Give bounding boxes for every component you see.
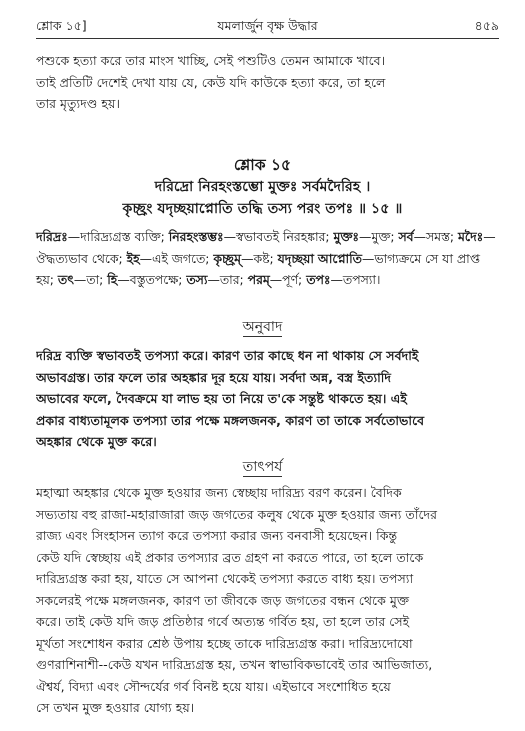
purport-heading bbox=[0, 457, 525, 477]
synonym-meaning: —পূর্ণ; bbox=[269, 272, 307, 287]
synonym-term: আপ্নোতি bbox=[317, 250, 362, 266]
page-header bbox=[36, 16, 499, 36]
synonym-term: তস্য bbox=[186, 272, 208, 287]
synonym-term: তৎ bbox=[57, 272, 74, 287]
synonym-term: ইহ bbox=[126, 250, 140, 266]
synonym-term: হি bbox=[107, 272, 118, 287]
translation-line: দরিদ্র ব্যক্তি স্বভাবতই তপস্যা করে। কারণ তার কাছে ধন না থাকায় সে সর্বদাই bbox=[36, 348, 419, 363]
purport-line: সভ্যতায় বহু রাজা-মহারাজারা জড় জগতের কলুষ থেকে মুক্ত হওয়ার জন্য তাঁদের bbox=[36, 506, 438, 522]
synonym-meaning: —স্বভাবতই নিরহঙ্কার; bbox=[223, 229, 334, 244]
synonym-term: তপঃ bbox=[306, 272, 331, 287]
header-rule bbox=[36, 38, 499, 39]
verse-block bbox=[0, 154, 525, 220]
continuation-paragraph bbox=[36, 50, 499, 115]
purport-line: মূর্খতা সংশোধন করার শ্রেষ্ঠ উপায় হচ্ছে তাকে দারিদ্র্যগ্রস্ত করা। দারিদ্র্যদোষো bbox=[36, 635, 413, 651]
synonym-term: মুক্তঃ bbox=[333, 229, 360, 244]
purport-line: কেউ যদি স্বেচ্ছায় এই প্রকার তপস্যার ব্রত গ্রহণ না করতে পারে, তা হলে তাকে bbox=[36, 549, 424, 565]
translation-line: অভাবের ফলে, দৈবক্রমে যা লাভ হয় তা নিয়ে ত'কে সন্তুষ্ট থাকতে হয়। এই bbox=[36, 391, 407, 406]
purport-line: সে তখন মুক্ত হওয়ার যোগ্য হয়। bbox=[36, 700, 195, 715]
translation-heading bbox=[0, 317, 525, 337]
synonym-term: নিরহংস্তম্ভঃ bbox=[168, 229, 224, 244]
synonym-meaning: —তার; bbox=[207, 272, 248, 287]
synonym-meaning: —এই জগতে; bbox=[139, 250, 214, 266]
synonym-meaning: —তা; bbox=[73, 272, 108, 287]
translation-heading-text: অনুবাদ bbox=[242, 319, 283, 335]
synonym-meaning: —ঔদ্ধত্যভাব থেকে; bbox=[36, 229, 496, 266]
synonym-term: কৃচ্ছ্রম্ bbox=[213, 250, 242, 266]
verse-title: শ্লোক ১৫ bbox=[233, 156, 292, 174]
synonym-meaning: —দারিদ্র্যগ্রস্ত ব্যক্তি; bbox=[67, 229, 169, 244]
verse-reference: শ্লোক ১৫] bbox=[36, 18, 87, 33]
word-meanings bbox=[36, 226, 499, 291]
paragraph-line: তাই প্রতিটি দেশেই দেখা যায় যে, কেউ যদি কাউকে হত্যা করে, তা হলে bbox=[36, 74, 386, 90]
verse-line-1: দরিদ্রো নিরহংস্তম্ভো মুক্তঃ সর্বমদৈরিহ । bbox=[154, 179, 371, 195]
purport-line: সকলেরই পক্ষে মঙ্গলজনক, কারণ তা জীবকে জড় জগতের বন্ধন থেকে মুক্ত bbox=[36, 592, 410, 608]
chapter-title: যমলার্জুন বৃক্ষ উদ্ধার bbox=[217, 18, 318, 33]
synonym-meaning: —মুক্ত; bbox=[359, 229, 399, 244]
paragraph-line: পশুকে হত্যা করে তার মাংস খাচ্ছি, সেই পশুটিও তেমন আমাকে খাবে। bbox=[36, 53, 386, 68]
synonym-term: সর্ব bbox=[398, 229, 414, 244]
purport-line: দারিদ্র্যগ্রস্ত করা হয়, যাতে সে আপনা থেকেই তপস্যা করতে বাধ্য হয়। তপস্যা bbox=[36, 571, 414, 586]
purport-text bbox=[36, 482, 499, 719]
translation-line: অহঙ্কার থেকে মুক্ত করে। bbox=[36, 434, 157, 449]
purport-heading-text: তাৎপর্য bbox=[242, 459, 283, 475]
synonym-term: মদৈঃ bbox=[458, 229, 484, 244]
synonym-term: দরিদ্রঃ bbox=[36, 229, 68, 244]
synonym-meaning: —কষ্ট; bbox=[241, 250, 278, 266]
verse-line-2: কৃচ্ছ্রং যদৃচ্ছয়াপ্নোতি তদ্ধি তস্য পরং তপঃ ॥ ১৫ ॥ bbox=[122, 201, 403, 217]
purport-line: রাজ্য এবং সিংহাসন ত্যাগ করে তপস্যা করার জন্য বনবাসী হয়েছেন। কিন্তু bbox=[36, 528, 398, 543]
purport-line: গুণরাশিনাশী--কেউ যখন দারিদ্র্যগ্রস্ত হয়, তখন স্বাভাবিকভাবেই তার আভিজাত্য, bbox=[36, 657, 433, 672]
synonym-meaning: —বস্তুতপক্ষে; bbox=[117, 272, 187, 287]
synonym-term: পরম্ bbox=[247, 272, 270, 287]
translation-text bbox=[36, 345, 499, 453]
purport-line: ঐশ্বর্য, বিদ্যা এবং সৌন্দর্যের গর্ব বিনষ্ট হয়ে যায়। এইভাবে সংশোধিত হয়ে bbox=[36, 678, 391, 694]
synonym-meaning: —তপস্যা। bbox=[330, 272, 381, 287]
purport-line: মহাত্মা অহঙ্কার থেকে মুক্ত হওয়ার জন্য স্বেচ্ছায় দারিদ্র্য বরণ করেন। বৈদিক bbox=[36, 485, 402, 500]
translation-line: প্রকার বাধ্যতামূলক তপস্যা তার পক্ষে মঙ্গলজনক, কারণ তা তাকে সর্বতোভাবে bbox=[36, 412, 425, 428]
page-number: ৪৫৯ bbox=[474, 18, 499, 33]
synonym-meaning: —সমস্ত; bbox=[413, 229, 459, 244]
purport-line: করে। তাই কেউ যদি জড় প্রতিষ্ঠার গর্বে অত্যন্ত গর্বিত হয়, তা হলে তার সেই bbox=[36, 614, 410, 629]
translation-line: অভাবগ্রস্ত। তার ফলে তার অহঙ্কার দূর হয়ে যায়। সর্বদা অন্ন, বস্ত্র ইত্যাদি bbox=[36, 369, 391, 385]
synonym-term: যদৃচ্ছয়া bbox=[277, 250, 314, 266]
synonym-meaning: —ভাগ্যক্রমে সে যা প্রাপ্ত হয়; bbox=[36, 250, 480, 287]
paragraph-line: তার মৃত্যুদণ্ড হয়। bbox=[36, 96, 120, 111]
